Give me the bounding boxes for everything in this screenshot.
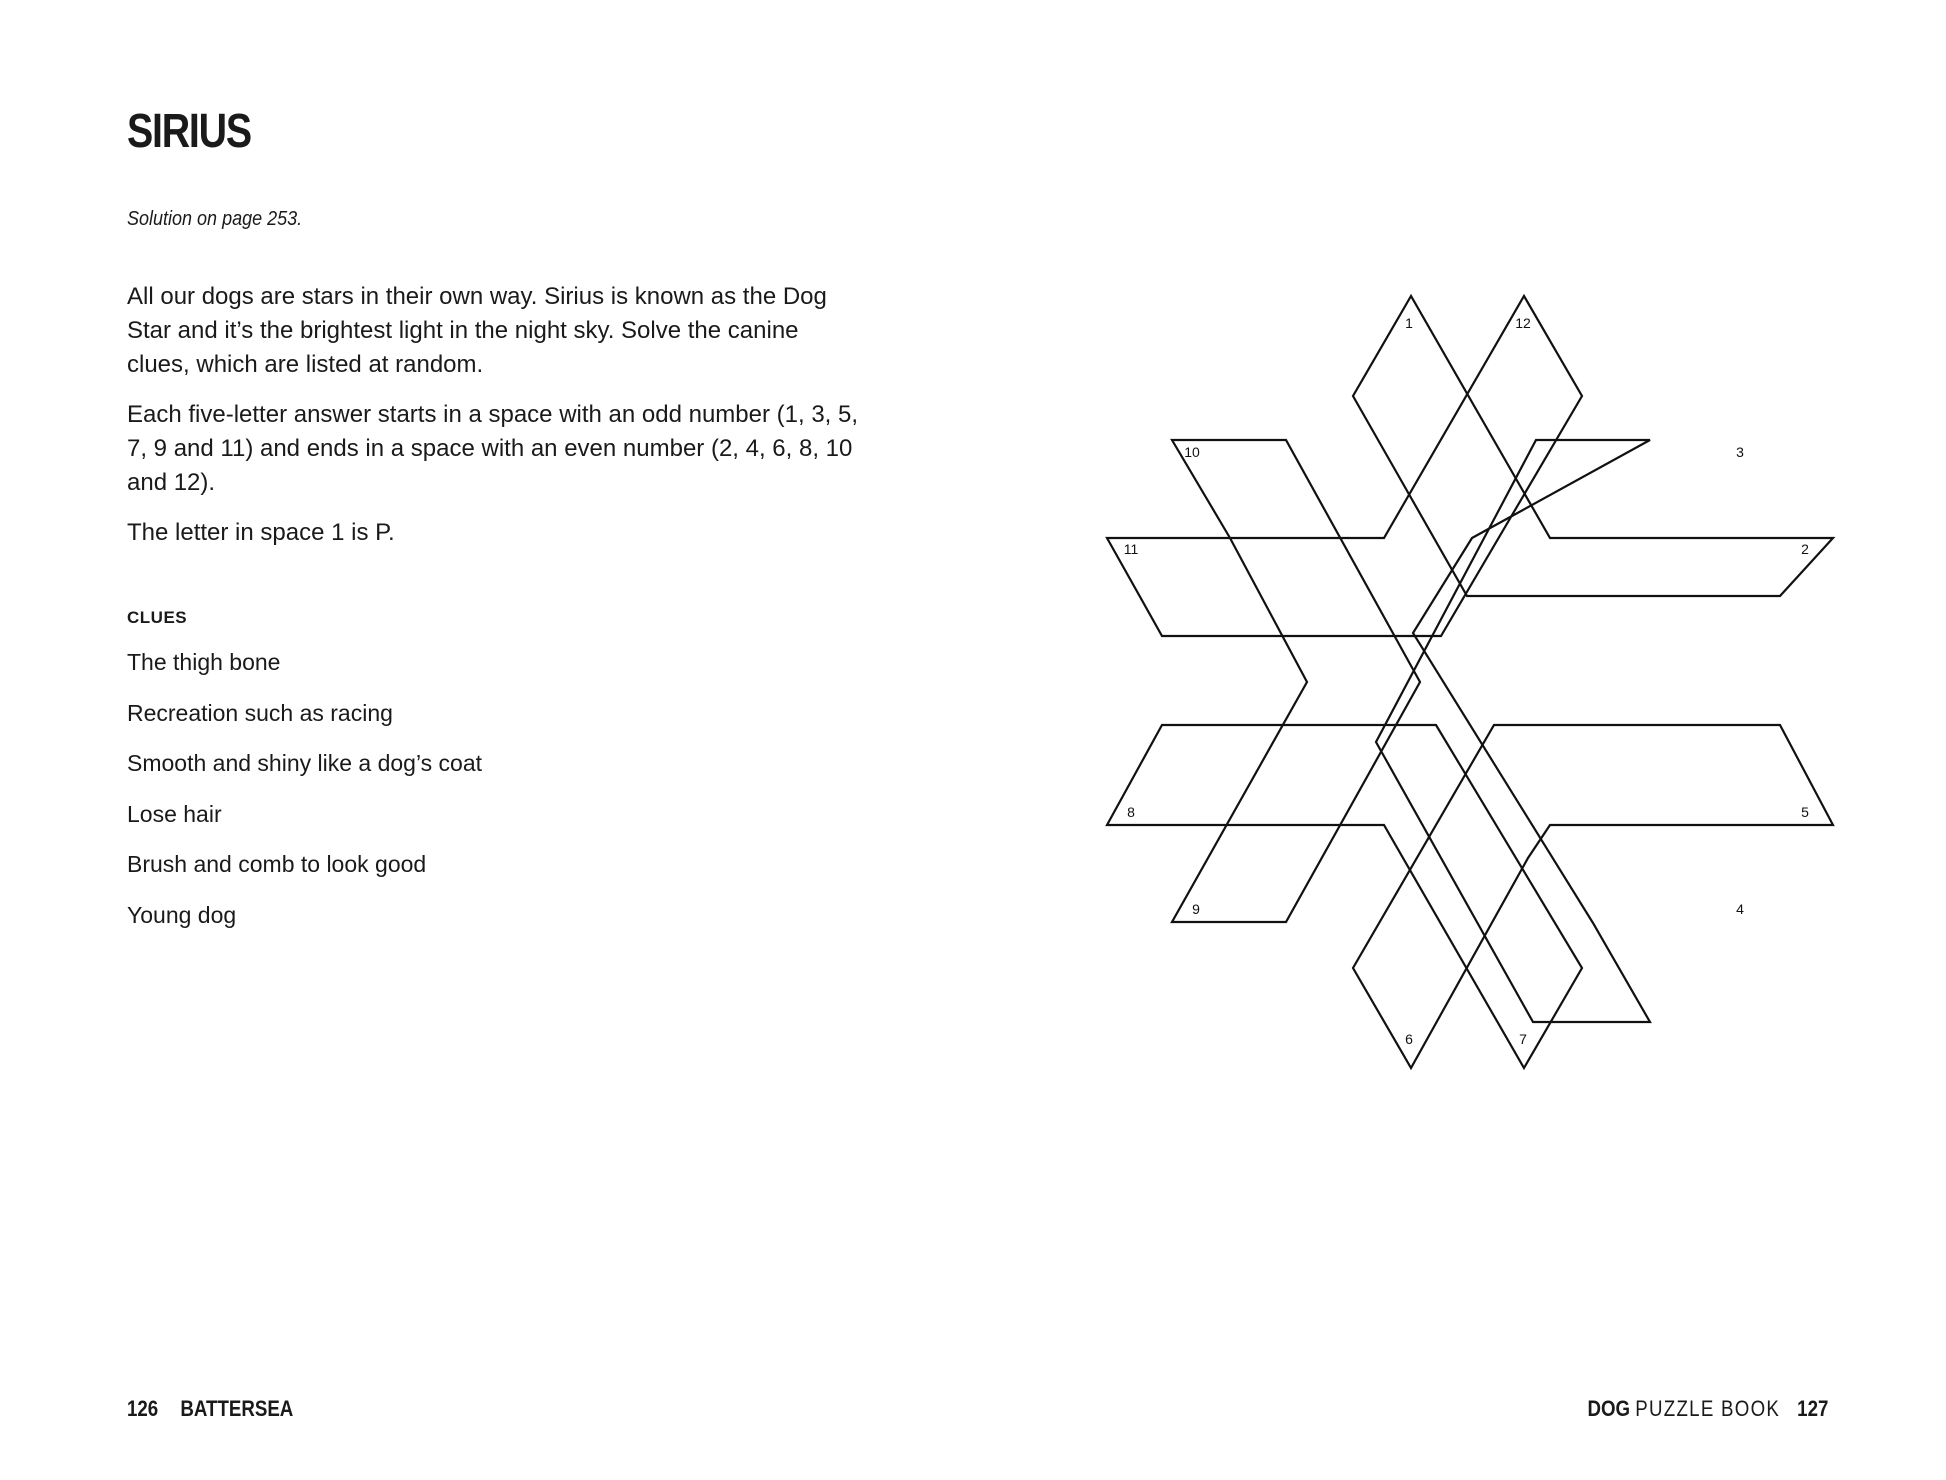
space-number-5: 5: [1801, 804, 1809, 820]
footer-right: [1587, 1396, 1828, 1422]
clue-item: Smooth and shiny like a dog’s coat: [127, 750, 483, 776]
space-number-11: 11: [1123, 541, 1139, 557]
solution-note: Solution on page 253.: [127, 208, 303, 230]
book-title-bold: DOG: [1587, 1396, 1630, 1421]
page-number-left: 126: [127, 1396, 159, 1421]
space-number-9: 9: [1192, 901, 1200, 917]
puzzle-path-1-2: [1353, 296, 1833, 596]
clue-item: Young dog: [127, 901, 237, 928]
puzzle-path-3-4: [1376, 440, 1650, 1022]
clue-item: The thigh bone: [127, 649, 281, 675]
puzzle-path-9-10: [1172, 440, 1420, 922]
space-number-2: 2: [1801, 541, 1809, 557]
rules-paragraph: Each five-letter answer starts in a space with an odd number (1, 3, 5, 7, 9 and 11) and ends in a space with an even number (2, 4, 6, 8, 10 and 12).: [127, 401, 859, 496]
book-title-rest: PUZZLE BOOK: [1634, 1396, 1780, 1421]
footer-left: [127, 1396, 293, 1422]
space-number-12: 12: [1515, 315, 1531, 331]
intro-paragraph: All our dogs are stars in their own way. Sirius is known as the Dog Star and it’s the brightest light in the night sky. Solve the canine clues, which are listed at random.: [127, 283, 827, 378]
space-number-4: 4: [1736, 901, 1744, 917]
clue-item: Lose hair: [127, 800, 222, 827]
page-number-right: 127: [1796, 1396, 1828, 1421]
space-number-10: 10: [1184, 444, 1200, 460]
hint-paragraph: The letter in space 1 is P.: [127, 519, 395, 546]
clue-item: Recreation such as racing: [127, 699, 393, 726]
clue-item: Brush and comb to look good: [127, 851, 427, 877]
space-number-7: 7: [1519, 1031, 1527, 1047]
brand-name: BATTERSEA: [180, 1396, 294, 1421]
clues-heading: CLUES: [127, 608, 188, 627]
space-number-3: 3: [1736, 444, 1744, 460]
puzzle-path-11-12: [1107, 296, 1582, 636]
space-number-8: 8: [1127, 804, 1135, 820]
page-title: SIRIUS: [127, 105, 251, 158]
space-number-6: 6: [1405, 1031, 1413, 1047]
space-number-1: 1: [1405, 315, 1413, 331]
puzzle-path-7-8: [1107, 725, 1582, 1068]
